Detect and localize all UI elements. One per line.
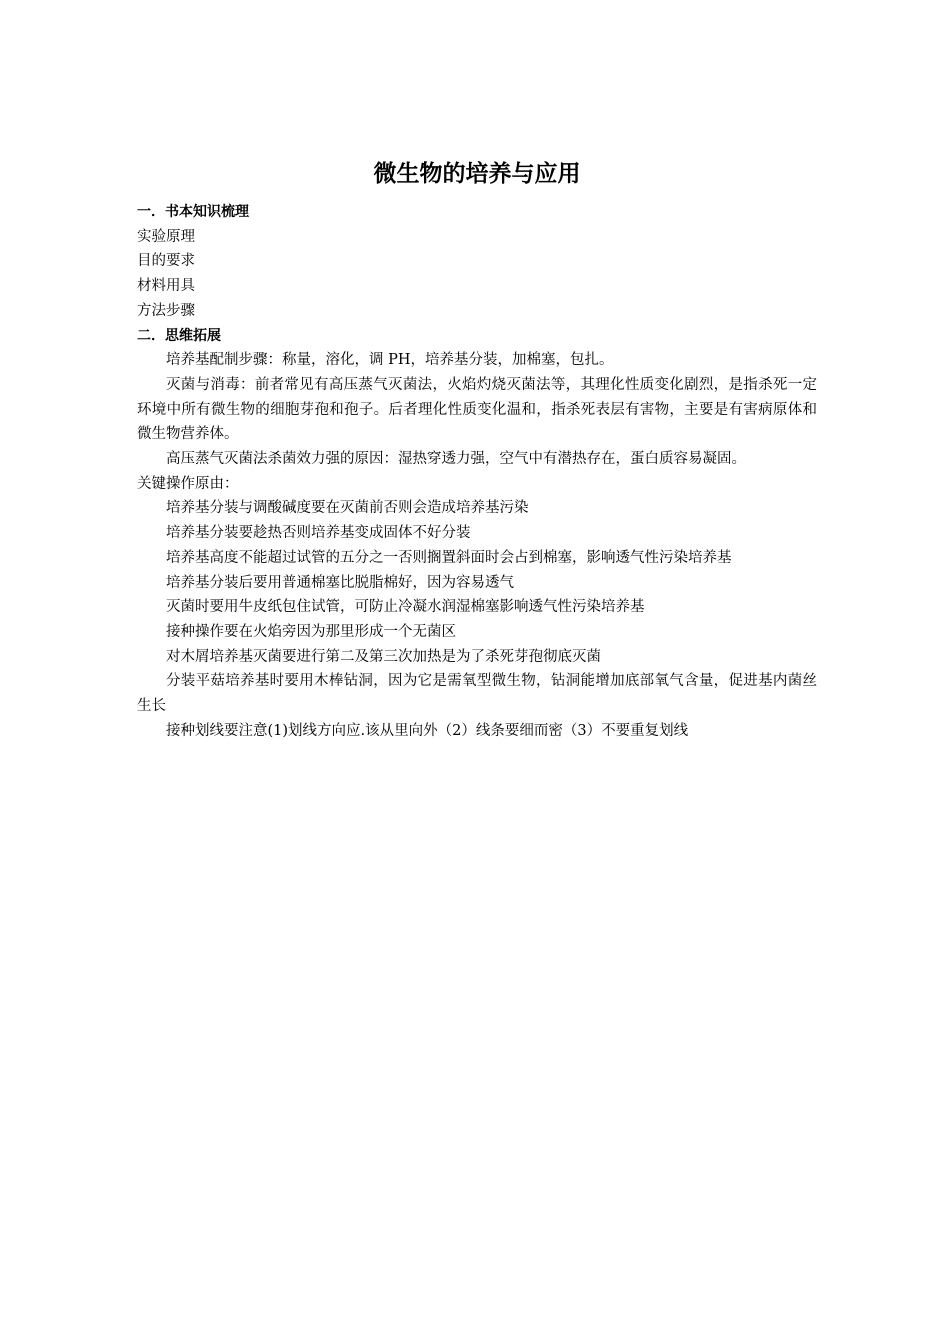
paragraph-op-8: 分装平菇培养基时要用木棒钻洞，因为它是需氧型微生物，钻洞能增加底部氧气含量，促进基内菌丝生长 [137,673,817,715]
paragraph-op-6: 接种操作要在火焰旁因为那里形成一个无菌区 [166,623,456,640]
paragraph-op-7: 对木屑培养基灭菌要进行第二及第三次加热是为了杀死芽孢彻底灭菌 [166,648,601,665]
paragraph-op-2: 培养基分装要趁热否则培养基变成固体不好分装 [166,525,471,542]
section1-item-methods: 方法步骤 [137,302,195,319]
paragraph-op-9: 接种划线要注意(1)划线方向应.该从里向外（2）线条要细而密（3）不要重复划线 [166,722,689,739]
document-title: 微生物的培养与应用 [373,161,581,187]
paragraph-autoclave: 高压蒸气灭菌法杀菌效力强的原因：湿热穿透力强，空气中有潜热存在，蛋白质容易凝固。 [166,451,746,468]
paragraph-op-5: 灭菌时要用牛皮纸包住试管，可防止冷凝水润湿棉塞影响透气性污染培养基 [166,599,645,616]
paragraph-op-3: 培养基高度不能超过试管的五分之一否则搁置斜面时会占到棉塞，影响透气性污染培养基 [166,549,732,566]
paragraph-medium-steps: 培养基配制步骤：称量，溶化，调 PH，培养基分装，加棉塞，包扎。 [166,352,614,369]
section1-item-principle: 实验原理 [137,228,195,245]
paragraph-key-operations: 关键操作原由： [137,475,239,492]
section1-item-objective: 目的要求 [137,253,195,270]
paragraph-sterilization: 灭菌与消毒：前者常见有高压蒸气灭菌法，火焰灼烧灭菌法等，其理化性质变化剧烈，是指杀死一定环境中所有微生物的细胞芽孢和孢子。后者理化性质变化温和，指杀死表层有害物，主要是有害病原体和微生物营养体。 [137,376,817,443]
paragraph-op-1: 培养基分装与调酸碱度要在灭菌前否则会造成培养基污染 [166,500,529,517]
section1-item-materials: 材料用具 [137,278,195,295]
section-heading-1: 一．书本知识梳理 [137,204,249,220]
section-heading-2: 二．思维拓展 [137,327,221,344]
document-page [137,158,817,743]
paragraph-op-4: 培养基分装后要用普通棉塞比脱脂棉好，因为容易透气 [166,574,514,591]
